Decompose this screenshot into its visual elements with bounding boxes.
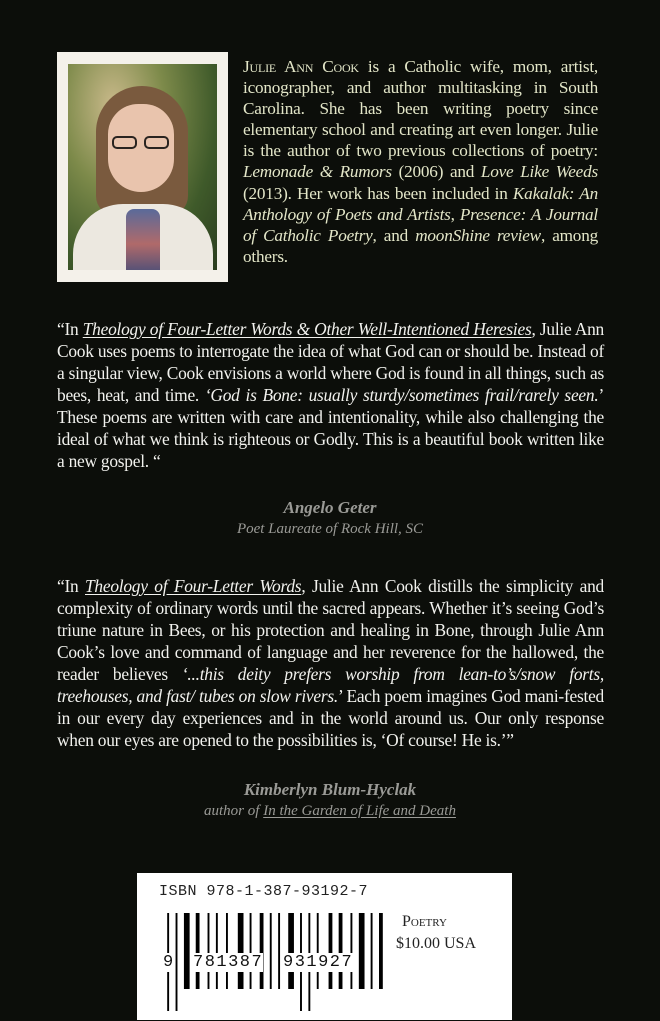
- barcode-bar: [216, 913, 218, 989]
- price-label: $10.00 USA: [396, 935, 477, 952]
- text-segment: “In: [57, 319, 83, 339]
- italic-title-text: ‘God is Bone: usually sturdy/sometimes frail/rarely seen.: [204, 385, 599, 405]
- barcode-bar: [238, 913, 244, 989]
- italic-title-text: Kakalak: An Anthology of Poets and Artists: [243, 183, 598, 224]
- barcode-left-digits: 781387: [193, 953, 264, 972]
- barcode-bar: [288, 913, 294, 989]
- barcode-bar: [260, 913, 264, 989]
- barcode-right-digits: 931927: [283, 953, 354, 972]
- text-segment: ’ These poems are written with care and intentionality, while also challenging the ideal of what we think is righteous or Godly. This is a beautiful book written like a new gospel. “: [57, 385, 604, 471]
- text-segment: , and: [372, 225, 416, 245]
- author-name: Julie Ann Cook: [243, 57, 359, 76]
- blurb-author-role: Poet Laureate of Rock Hill, SC: [236, 521, 424, 537]
- barcode-bar: [371, 913, 373, 989]
- blurb-1-attribution: [0, 497, 660, 539]
- author-bio: [243, 56, 598, 267]
- genre-label: Poetry: [402, 913, 447, 930]
- blurb-author-role: author of In the Garden of Life and Death: [204, 803, 456, 819]
- barcode-bar: [270, 913, 272, 989]
- italic-title-text: Theology of Four-Letter Words: [85, 576, 302, 596]
- author-photo: [68, 64, 217, 270]
- italic-title-text: Love Like Weeds: [480, 162, 598, 182]
- text-segment: is a Catholic wife, mom, artist, iconographer, and author multitasking in South Carolina. She has been writing poetry since elementary school and creating art even longer. Julie is the author of two previous collections of poetry:: [243, 57, 599, 161]
- italic-title-text: Lemonade & Rumors: [243, 162, 392, 182]
- barcode-bar: [317, 913, 319, 989]
- barcode-bar: [339, 913, 343, 989]
- blurb-1: [57, 318, 604, 472]
- text-segment: , Julie Ann Cook uses poems to interrogate the idea of what God can or should be. Instead of a singular view, Cook envisions a world where God is found in all things, such as bees, heat, and time.: [57, 319, 604, 405]
- italic-title-text: ‘...this deity prefers worship from lean-to’s/snow forts, treehouses, and fast/ tubes on slow rivers.: [57, 664, 604, 706]
- text-segment: , among others.: [243, 225, 598, 266]
- barcode-bar: [176, 913, 178, 1011]
- barcode-bar: [350, 913, 352, 989]
- isbn-label: ISBN 978-1-387-93192-7: [159, 883, 369, 900]
- barcode-bar: [379, 913, 383, 989]
- barcode-bar: [184, 913, 190, 989]
- italic-title-text: Theology of Four-Letter Words & Other Well-Intentioned Heresies: [82, 319, 532, 339]
- barcode-bar: [196, 913, 200, 989]
- blurb-2: [57, 575, 604, 751]
- text-segment: (2013). Her work has been included in: [243, 183, 513, 203]
- italic-title-text: Presence: A Journal of Catholic Poetry: [243, 204, 598, 245]
- text-segment: ,: [450, 204, 460, 224]
- text-segment: ’ Each poem imagines God mani-fested in our every day experiences and in the world around us. Our only response when our eyes are opened to the possibilities is, ‘Of course! He is.’”: [57, 686, 604, 750]
- barcode-box: [137, 873, 512, 1020]
- barcode-bar: [359, 913, 365, 989]
- text-segment: (2006) and: [391, 162, 481, 182]
- text-segment: “In: [57, 576, 85, 596]
- italic-title-text: moonShine review: [415, 225, 541, 245]
- text-segment: , Julie Ann Cook distills the simplicity and complexity of ordinary words until the sacred appears. Whether it’s seeing God’s triune nature in Bees, or his protection and healing in Bone, through Julie Ann Cook’s love and command of language and her reverence for the hallowed, the reader believes: [57, 576, 605, 684]
- barcode-bar: [250, 913, 252, 989]
- barcode-bar: [226, 913, 228, 989]
- barcode-lead-digit: 9: [163, 953, 175, 972]
- blurb-author: Angelo Geter: [283, 498, 377, 517]
- author-photo-frame: [57, 52, 228, 282]
- barcode-bar: [208, 913, 210, 989]
- barcode-bar: [329, 913, 333, 989]
- blurb-author: Kimberlyn Blum-Hyclak: [243, 780, 417, 799]
- blurb-2-attribution: [0, 779, 660, 821]
- barcode-bar: [278, 913, 280, 989]
